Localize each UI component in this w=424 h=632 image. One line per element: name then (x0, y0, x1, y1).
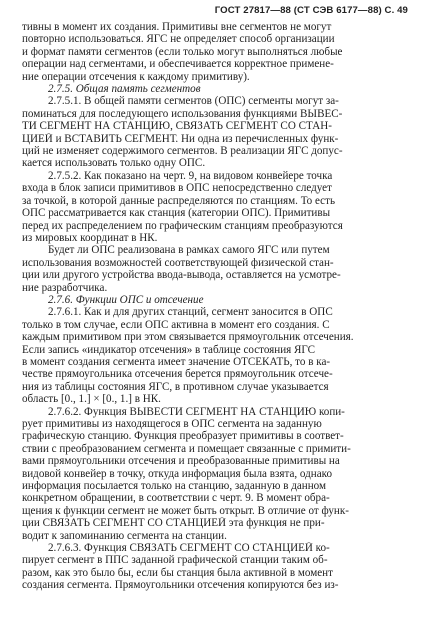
text-line: Если запись «индикатор отсечения» в таблице состояния ЯГС (22, 343, 316, 356)
text-line: за точкой, в которой данные распределяются по станциям. То есть (22, 194, 336, 207)
text-line: область [0., 1.] × [0., 1.] в НК. (22, 393, 161, 406)
text-line: рует примитивы из находящегося в ОПС сегмента на заданную (22, 418, 322, 430)
text-line: 2.7.6.2. Функция ВЫВЕСТИ СЕГМЕНТ НА СТАНЦИЮ копи- (48, 405, 345, 418)
text-line: видовой конвейер в точку, откуда информация была взята, однако (22, 467, 333, 480)
text-line: щения к функции сегмент не может быть открыт. В отличие от функ- (22, 504, 349, 517)
text-line: 2.7.6.3. Функция СВЯЗАТЬ СЕГМЕНТ СО СТАНЦИЕЙ ко- (48, 542, 330, 555)
text-line: кается использовать только одну ОПС. (22, 157, 206, 170)
text-line: из мировых координат в НК. (22, 231, 158, 244)
body-text (22, 21, 415, 592)
text-line: 2.7.5.1. В общей памяти сегментов (ОПС) сегменты могут за- (48, 95, 339, 108)
text-line: ции или другого устройства ввода-вывода, оставляется на усмотре- (22, 269, 341, 282)
page-header: ГОСТ 27817—88 (СТ СЭВ 6177—88) С. 49 (214, 5, 408, 16)
text-line: вами прямоугольники отсечения и преобразованные примитивы на (22, 455, 340, 468)
text-line: водит к запоминанию сегмента на станции. (22, 529, 227, 542)
text-line: ЦИЕЙ и ВСТАВИТЬ СЕГМЕНТ. Ни одна из перечисленных функ- (22, 132, 339, 145)
text-line: 2.7.6.1. Как и для других станций, сегмент заносится в ОПС (48, 306, 333, 319)
text-line: повторно использоваться. ЯГС не определяет способ организации (22, 33, 335, 46)
text-line: операции над сегментами, и обеспечивается корректное примене- (22, 58, 334, 71)
text-line: 2.7.5.2. Как показано на черт. 9, на видовом конвейере точка (48, 169, 333, 182)
text-line: пирует сегмент в ППС заданной графической станции таким об- (22, 554, 328, 567)
text-line: только в том случае, если ОПС активна в момент его создания. С (22, 318, 330, 331)
text-line: ния из таблицы состояния ЯГС, в противном случае указывается (22, 380, 329, 393)
text-line: ТИ СЕГМЕНТ НА СТАНЦИЮ, СВЯЗАТЬ СЕГМЕНТ СО СТАН- (22, 120, 332, 133)
text-line: 2.7.6. Функции ОПС и отсечение (48, 293, 204, 306)
text-line: конкретном обращении, в соответствии с черт. 9. В момент обра- (22, 492, 330, 505)
text-line: ние разработчика. (22, 281, 108, 294)
text-line: ние операции отсечения к каждому примитиву). (22, 70, 250, 83)
text-line: ствии с преобразованием сегмента и помещает связанные с примити- (22, 442, 351, 455)
text-line: ОПС рассматривается как станция (категории ОПС). Примитивы (22, 207, 331, 220)
text-line: в момент создания сегмента имеет значение ОТСЕКАТЬ, то в ка- (22, 355, 331, 368)
text-line: ции СВЯЗАТЬ СЕГМЕНТ СО СТАНЦИЕЙ эта функция не при- (22, 517, 325, 530)
text-line: информация посылается только на станцию, заданную в данном (22, 480, 327, 493)
text-line: и формат памяти сегментов (если только могут выполняться любые (22, 45, 343, 58)
text-line: входа в блок записи примитивов в ОПС непосредственно следует (22, 182, 332, 195)
text-line: создания сегмента. Прямоугольники отсечения копируются без из- (22, 579, 339, 592)
text-line: Будет ли ОПС реализована в рамках самого ЯГС или путем (48, 244, 330, 257)
text-line: поминаться для последующего использования функциями ВЫВЕС- (22, 107, 343, 120)
text-line: 2.7.5. Общая память сегментов (48, 83, 201, 96)
text-line: разом, как это было бы, если бы станция была активной в момент (22, 566, 333, 579)
text-line: каждым примитивом при этом связывается прямоугольник отсечения. (22, 331, 354, 344)
text-line: графическую станцию. Функция преобразует примитивы в соответ- (22, 430, 344, 443)
text-line: тивны в момент их создания. Примитивы вне сегментов не могут (22, 21, 332, 33)
text-line: использования возможностей соответствующей физической стан- (22, 256, 334, 269)
text-line: честве прямоугольника отсечения берется прямоугольник отсече- (22, 368, 333, 381)
text-line: ций не изменяет содержимого сегментов. В реализации ЯГС допус- (22, 145, 343, 158)
text-line: перед их распределением по графическим станциям преобразуются (22, 219, 343, 232)
